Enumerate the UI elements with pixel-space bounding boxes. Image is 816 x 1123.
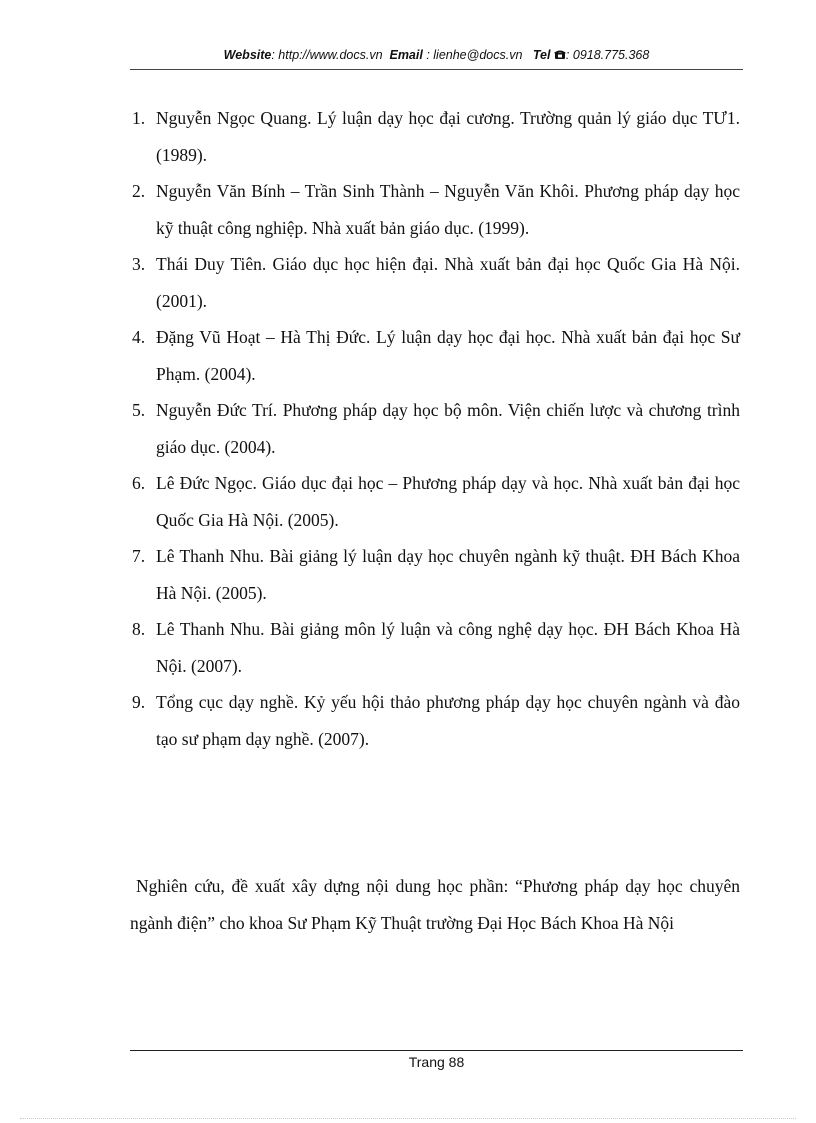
reference-number: 3.	[132, 254, 146, 274]
reference-number: 7.	[132, 546, 146, 566]
reference-number: 6.	[132, 473, 146, 493]
reference-text: Lê Thanh Nhu. Bài giảng lý luận dạy học chuyên ngành kỹ thuật. ĐH Bách Khoa Hà Nội. (2005).	[156, 546, 740, 603]
reference-number: 2.	[132, 181, 146, 201]
email-value: : lienhe@docs.vn	[422, 48, 523, 62]
reference-text: Thái Duy Tiên. Giáo dục học hiện đại. Nhà xuất bản đại học Quốc Gia Hà Nội. (2001).	[156, 254, 740, 311]
page-header	[130, 48, 743, 63]
reference-text: Tổng cục dạy nghề. Kỷ yếu hội thảo phương pháp dạy học chuyên ngành và đào tạo sư phạm dạy nghề. (2007).	[156, 692, 740, 749]
reference-number: 1.	[132, 108, 146, 128]
reference-text: Đặng Vũ Hoạt – Hà Thị Đức. Lý luận dạy học đại học. Nhà xuất bản đại học Sư Phạm. (2004).	[156, 327, 740, 384]
tel-value: : 0918.775.368	[565, 48, 650, 62]
reference-item	[130, 319, 740, 392]
reference-number: 8.	[132, 619, 146, 639]
reference-item	[130, 246, 740, 319]
website-label: Website	[223, 48, 272, 62]
header-divider	[130, 69, 743, 70]
reference-number: 9.	[132, 692, 146, 712]
phone-icon	[554, 49, 566, 63]
reference-text: Nguyễn Đức Trí. Phương pháp dạy học bộ môn. Viện chiến lược và chương trình giáo dục. (2004).	[156, 400, 740, 457]
reference-item	[130, 611, 740, 684]
reference-item	[130, 684, 740, 757]
reference-item	[130, 465, 740, 538]
reference-text: Lê Thanh Nhu. Bài giảng môn lý luận và công nghệ dạy học. ĐH Bách Khoa Hà Nội. (2007).	[156, 619, 740, 676]
footer-divider	[130, 1050, 743, 1051]
reference-number: 5.	[132, 400, 146, 420]
reference-text: Nguyễn Văn Bính – Trần Sinh Thành – Nguyễn Văn Khôi. Phương pháp dạy học kỹ thuật công nghiệp. Nhà xuất bản giáo dục. (1999).	[156, 181, 740, 238]
tel-label: Tel	[532, 48, 551, 62]
reference-item	[130, 392, 740, 465]
email-label: Email	[389, 48, 423, 62]
reference-item	[130, 173, 740, 246]
website-value: : http://www.docs.vn	[271, 48, 383, 62]
reference-number: 4.	[132, 327, 146, 347]
page-edge	[20, 1118, 796, 1119]
page-number: Trang 88	[408, 1054, 465, 1070]
reference-text: Nguyễn Ngọc Quang. Lý luận dạy học đại cương. Trường quản lý giáo dục TƯ1. (1989).	[156, 108, 740, 165]
reference-text: Lê Đức Ngọc. Giáo dục đại học – Phương pháp dạy và học. Nhà xuất bản đại học Quốc Gia Hà Nội. (2005).	[156, 473, 740, 530]
reference-item	[130, 538, 740, 611]
reference-item	[130, 100, 740, 173]
summary-paragraph: Nghiên cứu, đề xuất xây dựng nội dung học phần: “Phương pháp dạy học chuyên ngành điện” cho khoa Sư Phạm Kỹ Thuật trường Đại Học Bách Khoa Hà Nội	[130, 876, 740, 933]
reference-list	[130, 100, 740, 757]
